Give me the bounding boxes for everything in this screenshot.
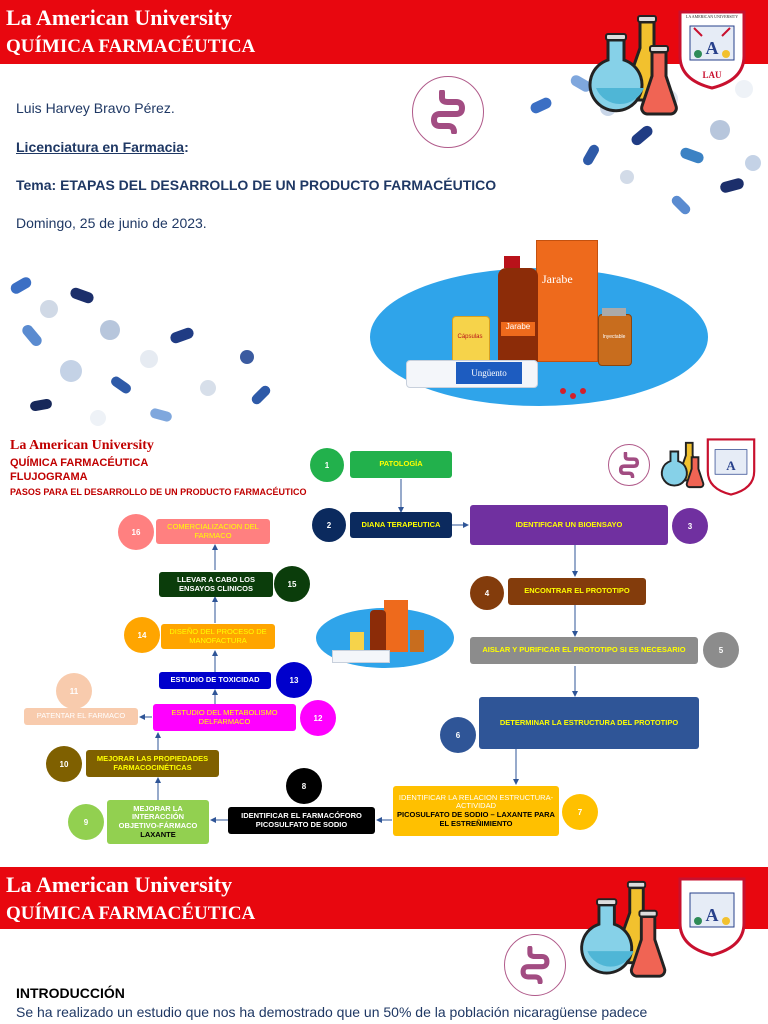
step-11-number: 11 [56,673,92,709]
flask-icon [578,878,670,982]
step-1-number: 1 [310,448,344,482]
step-13-box: ESTUDIO DE TOXICIDAD [159,672,271,689]
page2-subtitle: PASOS PARA EL DESARROLLO DE UN PRODUCTO FARMACÉUTICO [10,487,307,497]
intestine-icon [504,934,566,996]
step-3-box: IDENTIFICAR UN BIOENSAYO [470,505,668,545]
step-7-label: IDENTIFICAR LA RELACION ESTRUCTURA-ACTIVIDAD [398,792,554,811]
university-crest-icon [678,10,746,90]
step-12-box: ESTUDIO DEL METABOLISMO DELFARMACO [153,704,296,731]
page2-flujograma: FLUJOGRAMA [10,471,88,483]
step-15-number: 15 [274,566,310,602]
university-name: La American University [6,5,233,30]
step-9-box [107,800,209,844]
introduction-body: Se ha realizado un estudio que nos ha demostrado que un 50% de la población nicaragüense padece [16,1004,648,1020]
step-4-box: ENCONTRAR EL PROTOTIPO [508,578,646,605]
faculty-name: QUÍMICA FARMACÉUTICA [6,36,256,57]
svg-text:A: A [726,457,736,473]
step-15-box: LLEVAR A CABO LOS ENSAYOS CLINICOS [159,572,273,597]
intestine-icon [412,76,484,148]
step-5-box: AISLAR Y PURIFICAR EL PROTOTIPO SI ES NECESARIO [470,637,698,664]
page2-faculty: QUÍMICA FARMACÉUTICA [10,457,149,469]
step-2-number: 2 [312,508,346,542]
step-13-number: 13 [276,662,312,698]
author-name: Luis Harvey Bravo Pérez. [16,100,175,116]
jarabe-box-label: Jarabe [542,272,573,286]
step-3-number: 3 [672,508,708,544]
flask-icon [588,12,680,120]
university-crest-icon [678,877,746,957]
capsulas-label: Cápsulas [457,334,483,340]
step-8-number: 8 [286,768,322,804]
step-9-detail: LAXANTE [140,829,176,839]
step-9-label: MEJORAR LA INTERACCIÓN OBJETIVO-FÁRMACO [118,803,198,830]
step-11-box: PATENTAR EL FARMACO [24,708,138,725]
pharmaceutical-products-image [370,238,710,418]
step-7-number: 7 [562,794,598,830]
page3-faculty: QUÍMICA FARMACÉUTICA [6,903,256,924]
tema-title: Tema: ETAPAS DEL DESARROLLO DE UN PRODUCTO FARMACÉUTICO [16,177,497,193]
jarabe-bottle-label: Jarabe [501,322,535,336]
step-7-box [393,786,559,836]
step-5-number: 5 [703,632,739,668]
crest-top-text: LA AMERICAN UNIVERSITY [685,14,739,19]
step-2-box: DIANA TERAPEUTICA [350,512,452,538]
step-6-number: 6 [440,717,476,753]
step-9-number: 9 [68,804,104,840]
step-6-box: DETERMINAR LA ESTRUCTURA DEL PROTOTIPO [479,697,699,749]
step-12-number: 12 [300,700,336,736]
pills-image-bottom-left [0,270,290,435]
svg-text:A: A [705,905,719,925]
svg-text:A: A [705,38,719,58]
degree-line [16,139,189,155]
step-14-box: DISEÑO DEL PROCESO DE MANOFACTURA [161,624,275,649]
step-7-detail: PICOSULFATO DE SODIO – LAXANTE PARA EL ESTREÑIMIENTO [397,810,555,828]
unguento-label: Ungüento [456,362,522,384]
step-16-number: 16 [118,514,154,550]
step-8-box [228,807,375,834]
page3-university: La American University [6,872,233,897]
crest-abbr: LAU [702,70,722,80]
degree-label: Licenciatura en Farmacia [16,139,185,155]
document-date: Domingo, 25 de junio de 2023. [16,215,207,231]
page2-university: La American University [10,438,154,453]
inyectable-label: Inyectable [602,334,626,340]
step-8-label: IDENTIFICAR EL FARMACÓFORO [241,810,362,820]
step-4-number: 4 [470,576,504,610]
step-1-box: PATOLOGÍA [350,451,452,478]
introduction-heading: INTRODUCCIÓN [16,985,125,1001]
step-10-box: MEJORAR LAS PROPIEDADES FARMACOCINÉTICAS [86,750,219,777]
degree-suffix: : [184,139,189,155]
step-14-number: 14 [124,617,160,653]
step-10-number: 10 [46,746,82,782]
step-16-box: COMERCIALIZACION DEL FARMACO [156,519,270,544]
step-8-detail: PICOSULFATO DE SODIO [255,819,348,829]
